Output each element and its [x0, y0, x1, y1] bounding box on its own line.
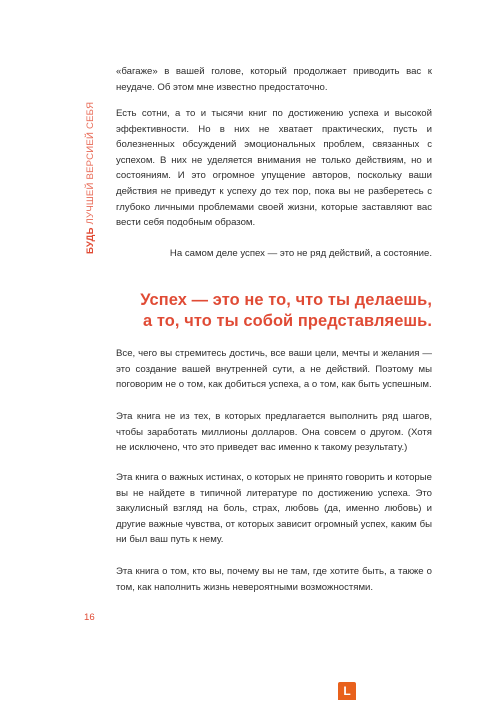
publisher-logo [338, 682, 356, 700]
running-title-rest: ЛУЧШЕЙ ВЕРСИЕЙ СЕБЯ [85, 101, 96, 225]
paragraph-1: «багаже» в вашей голове, который продолжает приводить вас к неудаче. Об этом мне известно предостаточно. [116, 66, 432, 93]
paragraph-6: Эта книга о важных истинах, о которых не принято говорить и которые вы не найдете в типичной литературе по достижению успеха. Это закулисный взгляд на боль, страх, любовь (да, именно любовь) и другие важные чувства, от которых зависит огромный успех, каким бы ни был ваш путь к нему. [116, 472, 432, 546]
pull-quote-line-2: а то, что ты собой представляешь. [143, 312, 432, 330]
paragraph-5: Эта книга не из тех, в которых предлагается выполнить ряд шагов, чтобы заработать миллионы долларов. Она совсем о другом. (Хотя не исключено, что это приведет вас именно к такому результату.) [116, 411, 432, 454]
pull-quote-line-1: Успех — это не то, что ты делаешь, [140, 291, 432, 309]
page-number: 16 [84, 612, 95, 623]
paragraph-3: На самом деле успех — это не ряд действий, а состояние. [169, 248, 432, 259]
publisher-logo-letter: L [343, 684, 351, 698]
running-title-bold: БУДЬ [85, 227, 96, 254]
running-title [84, 64, 98, 254]
paragraph-4: Все, чего вы стремитесь достичь, все ваши цели, мечты и желания — это создание вашей внутренней сути, а не действий. Поэтому мы поговорим не о том, как добиться успеха, а о том, как быть успешным. [116, 348, 432, 391]
paragraph-2: Есть сотни, а то и тысячи книг по достижению успеха и высокой эффективности. Но в них не хватает практических, пусть и болезненных обсуждений эмоциональных проблем, связанных с успехом. В них не уделяется внимания не только действиям, но и состояниям. И это огромное упущение авторов, поскольку ваши действия не приведут к успеху до тех пор, пока вы не разберетесь с глубоко личными проблемами своей жизни, которые заставляют вас вести себя подобным образом. [116, 108, 432, 229]
pull-quote [116, 290, 432, 332]
paragraph-7: Эта книга о том, кто вы, почему вы не там, где хотите быть, а также о том, как наполнить жизнь невероятными возможностями. [116, 566, 432, 593]
